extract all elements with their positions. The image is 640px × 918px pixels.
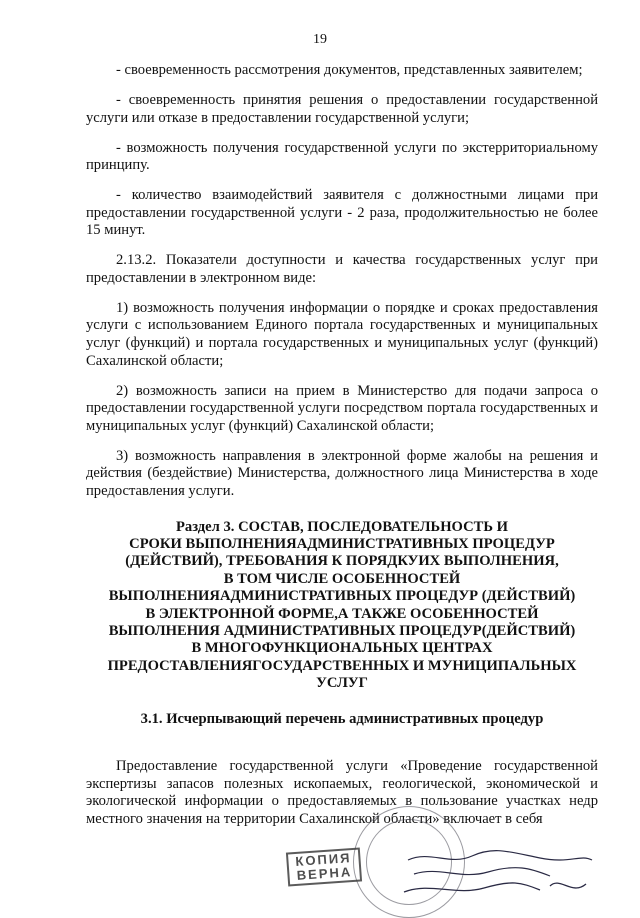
section-heading-line: (ДЕЙСТВИЙ), ТРЕБОВАНИЯ К ПОРЯДКУИХ ВЫПОЛНЕНИЯ, — [125, 553, 559, 570]
copy-certified-stamp: КОПИЯ ВЕРНА — [286, 847, 362, 886]
paragraph-2-13-2: 2.13.2. Показатели доступности и качества государственных услуг при предоставлении в электронном виде: — [86, 252, 598, 286]
handwritten-signature — [400, 846, 600, 902]
section-heading-line: УСЛУГ — [316, 675, 368, 692]
paragraph-criteria-decision: - своевременность принятия решения о предоставлении государственной услуги или отказе в предоставлении государственной услуги; — [86, 91, 598, 126]
section-heading-line: В ЭЛЕКТРОННОЙ ФОРМЕ,А ТАКЖЕ ОСОБЕННОСТЕЙ — [145, 605, 539, 622]
section-heading-line: В МНОГОФУНКЦИОНАЛЬНЫХ ЦЕНТРАХ — [191, 640, 493, 657]
paragraph-item-2: 2) возможность записи на прием в Министерство для подачи запроса о предоставлении государственной услуги посредством портала государственных и муниципальных услуг (функций) Сахалинской области; — [86, 382, 598, 434]
section-heading-line: ПРЕДОСТАВЛЕНИЯГОСУДАРСТВЕННЫХ И МУНИЦИПАЛЬНЫХ — [107, 657, 577, 674]
page-number: 19 — [313, 32, 327, 47]
section-3-heading — [86, 519, 598, 693]
subsection-3-1-heading: 3.1. Исчерпывающий перечень административных процедур — [140, 710, 544, 727]
section-heading-line: СРОКИ ВЫПОЛНЕНИЯАДМИНИСТРАТИВНЫХ ПРОЦЕДУР — [129, 536, 555, 553]
paragraph-procedures-intro: Предоставление государственной услуги «Проведение государственной экспертизы запасов полезных ископаемых, геологической, экономической и экологической информации о предоставляемых в пользование участках недр местного значения на территории Сахалинской области» включает в себя — [86, 758, 598, 828]
paragraph-criteria-review: - своевременность рассмотрения документов, представленных заявителем; — [116, 62, 583, 78]
paragraph-criteria-extraterritorial: - возможность получения государственной услуги по экстерриториальному принципу. — [86, 139, 598, 174]
paragraph-item-3: 3) возможность направления в электронной форме жалобы на решения и действия (бездействие) Министерства, должностного лица Министерства в ходе предоставления услуги. — [86, 447, 598, 500]
paragraph-item-1: 1) возможность получения информации о порядке и сроках предоставления услуги с использованием Единого портала государственных и муниципальных услуг (функций) и портала государственных и муниципальных услуг (функций) Сахалинской области; — [86, 299, 598, 369]
section-heading-line: ВЫПОЛНЕНИЯ АДМИНИСТРАТИВНЫХ ПРОЦЕДУР(ДЕЙСТВИЙ) — [108, 623, 576, 640]
document-body — [86, 62, 598, 841]
paragraph-criteria-interactions: - количество взаимодействий заявителя с должностными лицами при предоставлении государственной услуги - 2 раза, продолжительностью не более 15 минут. — [86, 187, 598, 239]
section-heading-line: Раздел 3. СОСТАВ, ПОСЛЕДОВАТЕЛЬНОСТЬ И — [175, 518, 508, 535]
section-heading-line: ВЫПОЛНЕНИЯАДМИНИСТРАТИВНЫХ ПРОЦЕДУР (ДЕЙСТВИЙ) — [108, 588, 576, 605]
section-heading-line: В ТОМ ЧИСЛЕ ОСОБЕННОСТЕЙ — [223, 570, 461, 587]
